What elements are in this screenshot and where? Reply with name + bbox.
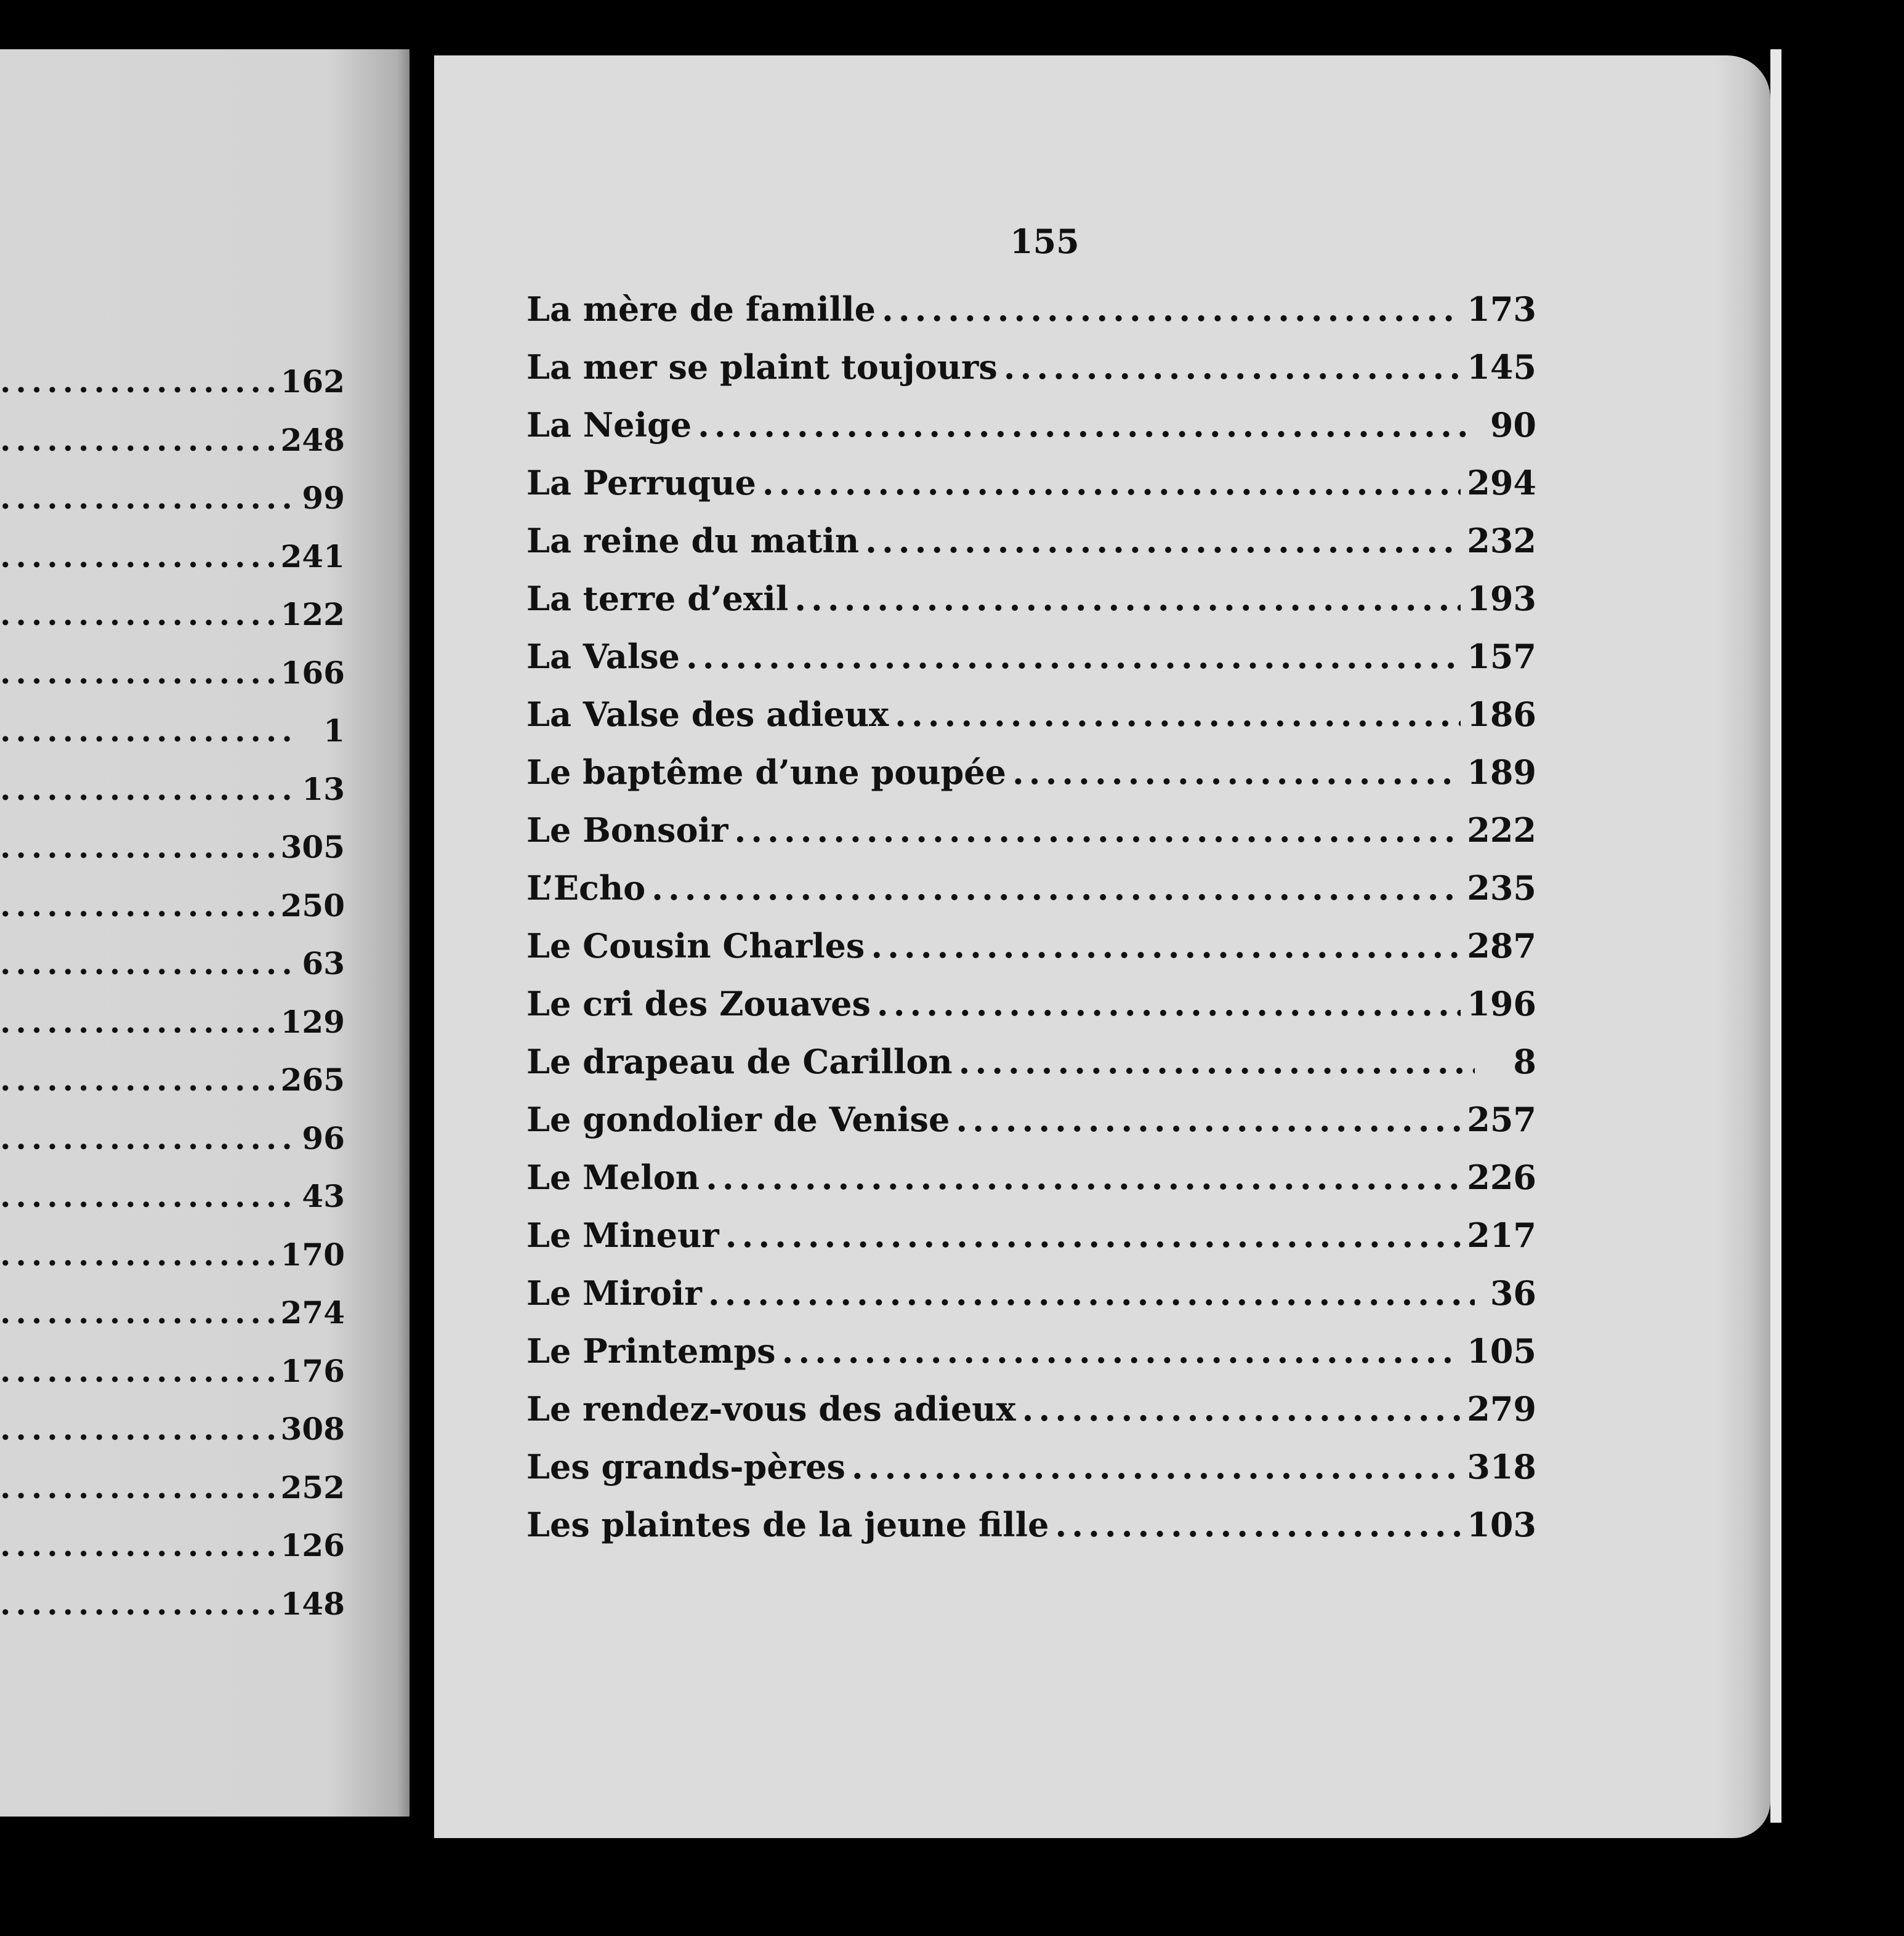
list-item [0,829,345,887]
entry-page-number: 99 [302,480,345,516]
entry-title: La terre d’exil [526,579,789,618]
entry-page-number: 186 [1467,695,1536,734]
page-stack-edge [1770,49,1781,1823]
entry-page-number: 232 [1467,521,1536,560]
entry-page-number: 235 [1467,868,1536,908]
list-item [526,752,1536,810]
list-item [526,1273,1536,1331]
entry-page-number: 173 [1467,289,1536,329]
entry-title: Les grands-pères [526,1447,845,1486]
dot-leader [698,405,1475,445]
dot-leader [0,1294,276,1331]
entry-page-number: 129 [280,1003,345,1040]
list-item [526,926,1536,984]
list-item [526,1216,1536,1273]
entry-page-number: 241 [280,538,345,575]
list-item [0,422,345,480]
entry-title: Le gondolier de Venise [526,1100,950,1139]
entry-page-number: 13 [302,770,345,807]
dot-leader [782,1331,1461,1371]
entry-page-number: 148 [280,1585,345,1622]
entry-page-number: 308 [280,1411,345,1447]
dot-leader [871,926,1461,966]
entry-page-number: 1 [323,712,345,749]
entry-page-number: 217 [1467,1216,1536,1255]
entry-title: Le Mineur [526,1216,719,1255]
entry-page-number: 162 [280,363,345,400]
page-number: 155 [1010,222,1079,261]
dot-leader [0,538,276,575]
entry-page-number: 287 [1467,926,1536,966]
entry-title: La mère de famille [526,289,876,329]
list-item [0,1586,345,1644]
dot-leader [0,655,276,691]
list-item [0,945,345,1004]
dot-leader [0,1527,276,1563]
list-item [0,1236,345,1295]
dot-leader [0,1120,291,1156]
dot-leader [1004,347,1461,387]
dot-leader [0,422,276,458]
entry-page-number: 63 [302,945,345,982]
entry-title: Le Melon [526,1158,700,1197]
entry-page-number: 96 [302,1119,345,1156]
entry-page-number: 257 [1467,1100,1536,1139]
dot-leader [852,1447,1461,1486]
entry-page-number: 176 [280,1352,345,1389]
list-item [0,1004,345,1062]
dot-leader [882,289,1461,329]
dot-leader [0,1236,276,1273]
entry-page-number: 122 [280,596,345,632]
entry-title: La Perruque [526,463,756,502]
dot-leader [895,695,1461,734]
dot-leader [1012,752,1461,792]
list-item [526,1158,1536,1216]
entry-page-number: 226 [1467,1158,1536,1197]
dot-leader [794,579,1461,618]
entry-title: La mer se plaint toujours [526,347,998,387]
list-item [0,771,345,829]
book-gutter [409,0,434,1936]
entry-page-number: 279 [1467,1389,1536,1429]
dot-leader [0,887,276,924]
entry-title: L’Echo [526,868,646,908]
entry-title: Les plaintes de la jeune fille [526,1505,1049,1544]
list-item [526,695,1536,752]
entry-title: Le Cousin Charles [526,926,865,966]
dot-leader [865,521,1461,560]
dot-leader [0,1411,276,1447]
index-list [526,289,1536,1563]
entry-title: Le Bonsoir [526,810,728,850]
list-item [0,538,345,597]
list-item [526,810,1536,868]
dot-leader [0,1178,291,1214]
list-item [526,1505,1536,1563]
entry-page-number: 126 [280,1527,345,1563]
list-item [0,480,345,538]
list-item [526,405,1536,463]
dot-leader [725,1216,1461,1255]
entry-page-number: 274 [280,1294,345,1331]
entry-title: La Valse des adieux [526,695,889,734]
list-item [526,637,1536,695]
entry-page-number: 294 [1467,463,1536,502]
list-item [526,1389,1536,1447]
dot-leader [1022,1389,1461,1429]
list-item [0,1178,345,1236]
entry-page-number: 318 [1467,1447,1536,1486]
list-item [526,984,1536,1042]
entry-page-number: 157 [1467,637,1536,676]
dot-leader [0,1586,276,1622]
entry-title: Le baptême d’une poupée [526,752,1006,792]
list-item [526,868,1536,926]
list-item [0,1294,345,1353]
dot-leader [0,363,276,400]
dot-leader [708,1273,1475,1313]
entry-page-number: 250 [280,887,345,924]
list-item [0,1062,345,1120]
list-item [0,655,345,713]
dot-leader [956,1100,1461,1139]
entry-page-number: 196 [1467,984,1536,1023]
entry-page-number: 222 [1467,810,1536,850]
list-item [526,579,1536,637]
dot-leader [0,480,291,516]
dot-leader [0,945,291,982]
entry-title: La reine du matin [526,521,860,560]
list-item [0,1411,345,1469]
entry-page-number: 166 [280,654,345,691]
list-item [526,521,1536,579]
entry-page-number: 36 [1490,1273,1536,1313]
right-page-shading [1715,55,1770,1838]
list-item [526,289,1536,347]
entry-page-number: 90 [1490,405,1536,445]
list-item [526,1331,1536,1389]
entry-page-number: 43 [302,1178,345,1214]
entry-page-number: 189 [1467,752,1536,792]
list-item [526,1100,1536,1158]
entry-page-number: 103 [1467,1505,1536,1544]
dot-leader [0,1353,276,1389]
entry-title: Le cri des Zouaves [526,984,871,1023]
dot-leader [0,1062,276,1098]
left-page-index-list [0,363,345,1644]
list-item [0,712,345,771]
dot-leader [959,1042,1475,1081]
dot-leader [877,984,1461,1023]
list-item [0,1353,345,1411]
list-item [526,1447,1536,1505]
entry-title: Le rendez-vous des adieux [526,1389,1016,1429]
list-item [0,1469,345,1528]
list-item [0,1527,345,1586]
list-item [0,596,345,655]
dot-leader [734,810,1461,850]
entry-page-number: 145 [1467,347,1536,387]
list-item [526,463,1536,521]
entry-title: Le Printemps [526,1331,776,1371]
entry-page-number: 8 [1513,1042,1536,1081]
dot-leader [762,463,1461,502]
dot-leader [0,1004,276,1040]
entry-page-number: 305 [280,829,345,865]
entry-title: Le Miroir [526,1273,702,1313]
entry-title: Le drapeau de Carillon [526,1042,953,1081]
dot-leader [1055,1505,1461,1544]
entry-page-number: 265 [280,1062,345,1098]
dot-leader [0,771,291,807]
dot-leader [0,1469,276,1506]
entry-page-number: 193 [1467,579,1536,618]
dot-leader [0,712,291,749]
list-item [0,1120,345,1179]
dot-leader [0,596,276,632]
dot-leader [686,637,1461,676]
list-item [526,347,1536,405]
entry-page-number: 252 [280,1469,345,1506]
entry-title: La Neige [526,405,692,445]
list-item [0,363,345,422]
dot-leader [651,868,1461,908]
entry-page-number: 248 [280,421,345,458]
entry-page-number: 105 [1467,1331,1536,1371]
list-item [0,887,345,946]
entry-page-number: 170 [280,1236,345,1273]
entry-title: La Valse [526,637,680,676]
left-page [0,49,409,1817]
dot-leader [706,1158,1461,1197]
dot-leader [0,829,276,865]
list-item [526,1042,1536,1100]
